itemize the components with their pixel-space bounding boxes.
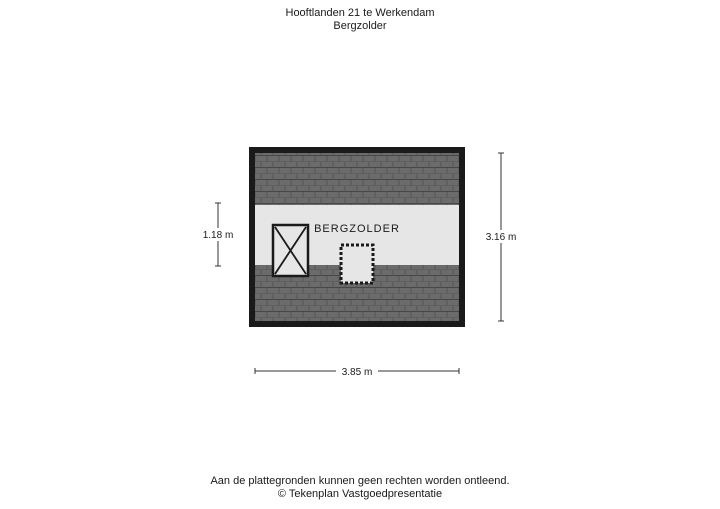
floor-title: Bergzolder bbox=[333, 20, 387, 32]
attic-hatch-icon bbox=[341, 245, 373, 283]
dimension-right bbox=[481, 153, 521, 321]
dimension-bottom bbox=[255, 364, 459, 378]
dimension-label-headroom: 1.18 m bbox=[202, 230, 234, 241]
roof-slope-top bbox=[255, 153, 459, 205]
dimension-label-width: 3.85 m bbox=[341, 367, 373, 378]
plan-footer bbox=[0, 475, 720, 501]
roof-window-icon bbox=[273, 225, 308, 276]
credit-text: © Tekenplan Vastgoedpresentatie bbox=[277, 488, 443, 500]
room-label: BERGZOLDER bbox=[314, 223, 400, 235]
dimension-left bbox=[198, 203, 238, 266]
dimension-label-depth: 3.16 m bbox=[485, 232, 517, 243]
disclaimer-text: Aan de plattegronden kunnen geen rechten worden ontleend. bbox=[210, 475, 510, 487]
address-title: Hooftlanden 21 te Werkendam bbox=[285, 7, 435, 19]
